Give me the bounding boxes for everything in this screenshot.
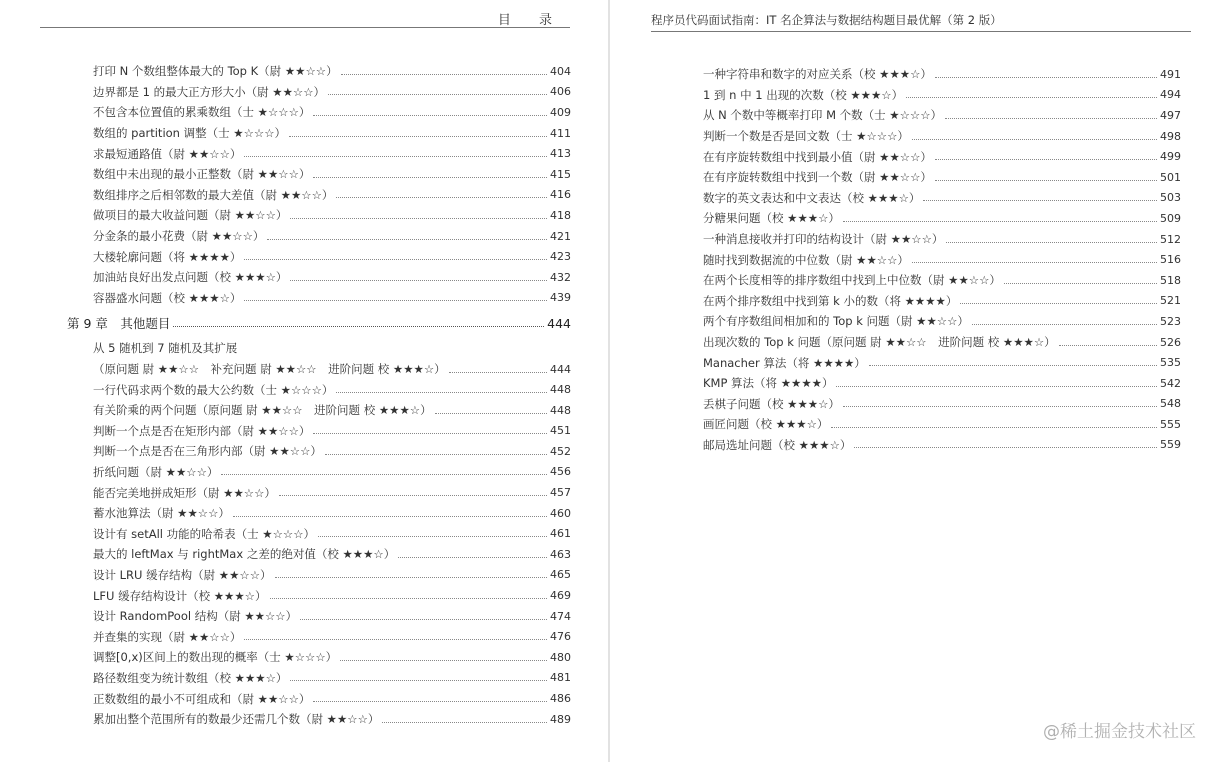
toc-page-number: 542 <box>1160 376 1181 390</box>
toc-page-number: 439 <box>550 291 571 305</box>
toc-entry-title: 容器盛水问题（校 ★★★☆） <box>93 290 242 305</box>
dot-leader <box>244 259 547 260</box>
left-toc <box>67 61 571 729</box>
toc-chapter-heading <box>67 312 571 334</box>
toc-page-number: 512 <box>1160 232 1181 246</box>
toc-page-number: 480 <box>550 650 571 664</box>
toc-entry-title: 1 到 n 中 1 出现的次数（校 ★★★☆） <box>703 87 904 102</box>
dot-leader <box>290 280 547 281</box>
dot-leader <box>328 94 547 95</box>
dot-leader <box>340 660 547 661</box>
toc-entry <box>93 267 571 288</box>
toc-entry-title: 在两个排序数组中找到第 k 小的数（将 ★★★★） <box>703 293 958 308</box>
toc-page-number: 523 <box>1160 314 1181 328</box>
toc-entry <box>703 373 1181 394</box>
toc-page-number: 457 <box>550 486 571 500</box>
toc-page-number: 497 <box>1160 108 1181 122</box>
right-page <box>611 0 1218 762</box>
toc-entry-title: 在有序旋转数组中找到一个数（尉 ★★☆☆） <box>703 170 932 185</box>
toc-entry <box>93 523 571 544</box>
toc-entry-title: 能否完美地拼成矩形（尉 ★★☆☆） <box>93 485 276 500</box>
dot-leader <box>221 474 547 475</box>
toc-entry <box>93 123 571 144</box>
toc-entry-title: 蓄水池算法（尉 ★★☆☆） <box>93 506 230 521</box>
toc-entry-title: 大楼轮廓问题（将 ★★★★） <box>93 249 242 264</box>
toc-entry <box>93 379 571 400</box>
toc-entry <box>93 164 571 185</box>
toc-page-number: 463 <box>550 547 571 561</box>
toc-page-number: 559 <box>1160 438 1181 452</box>
toc-entry <box>703 249 1181 270</box>
toc-entry <box>93 205 571 226</box>
dot-leader <box>906 97 1157 98</box>
dot-leader <box>972 324 1157 325</box>
toc-entry-title: 并查集的实现（尉 ★★☆☆） <box>93 629 242 644</box>
toc-entry-title: 一行代码求两个数的最大公约数（士 ★☆☆☆） <box>93 382 334 397</box>
dot-leader <box>244 300 547 301</box>
toc-entry-title: 加油站良好出发点问题（校 ★★★☆） <box>93 270 288 285</box>
toc-page-number: 404 <box>550 64 571 78</box>
toc-page-number: 415 <box>550 167 571 181</box>
toc-entry-title: 出现次数的 Top k 问题（原问题 尉 ★★☆☆ 进阶问题 校 ★★★☆） <box>703 335 1056 350</box>
toc-entry-title: 分金条的最小花费（尉 ★★☆☆） <box>93 229 265 244</box>
toc-page-number: 469 <box>550 589 571 603</box>
right-running-header <box>651 11 1191 32</box>
toc-page-number: 481 <box>550 671 571 685</box>
toc-entry-title: 判断一个数是否是回文数（士 ★☆☆☆） <box>703 129 909 144</box>
toc-entry <box>703 85 1181 106</box>
dot-leader <box>854 447 1157 448</box>
toc-entry <box>93 441 571 462</box>
toc-entry-title: 分糖果问题（校 ★★★☆） <box>703 211 840 226</box>
toc-page-number: 518 <box>1160 273 1181 287</box>
toc-entry-title: 做项目的最大收益问题（尉 ★★☆☆） <box>93 208 288 223</box>
dot-leader <box>313 701 547 702</box>
toc-page-number: 521 <box>1160 294 1181 308</box>
dot-leader <box>325 454 547 455</box>
toc-entry-title: KMP 算法（将 ★★★★） <box>703 376 834 391</box>
book-gutter <box>608 0 610 762</box>
left-running-header <box>40 7 570 28</box>
toc-entry <box>93 585 571 606</box>
toc-entry-title: 设计有 setAll 功能的哈希表（士 ★☆☆☆） <box>93 526 316 541</box>
toc-entry-title: 数组排序之后相邻数的最大差值（尉 ★★☆☆） <box>93 187 334 202</box>
toc-entry-title: 数组中未出现的最小正整数（尉 ★★☆☆） <box>93 167 311 182</box>
dot-leader <box>341 74 547 75</box>
toc-entry-title: 最大的 leftMax 与 rightMax 之差的绝对值（校 ★★★☆） <box>93 547 396 562</box>
dot-leader <box>869 365 1157 366</box>
right-header-text: 程序员代码面试指南：IT 名企算法与数据结构题目最优解（第 2 版） <box>651 13 1002 27</box>
toc-page-number: 489 <box>550 712 571 726</box>
toc-entry-title: 从 5 随机到 7 随机及其扩展 <box>93 341 238 356</box>
dot-leader <box>843 221 1157 222</box>
dot-leader <box>912 139 1157 140</box>
toc-page-number: 448 <box>550 383 571 397</box>
toc-entry <box>93 102 571 123</box>
toc-page-number: 501 <box>1160 170 1181 184</box>
dot-leader <box>935 77 1157 78</box>
toc-page-number: 460 <box>550 506 571 520</box>
toc-page-number: 413 <box>550 147 571 161</box>
toc-page-number: 456 <box>550 465 571 479</box>
toc-entry <box>93 82 571 103</box>
toc-page-number: 476 <box>550 630 571 644</box>
left-page <box>0 0 608 762</box>
dot-leader <box>945 118 1157 119</box>
dot-leader <box>960 303 1157 304</box>
right-toc <box>703 64 1181 455</box>
toc-entry-title: 从 N 个数中等概率打印 M 个数（士 ★☆☆☆） <box>703 108 943 123</box>
dot-leader <box>267 239 547 240</box>
toc-entry <box>93 462 571 483</box>
toc-entry-title: 设计 RandomPool 结构（尉 ★★☆☆） <box>93 609 298 624</box>
dot-leader <box>1004 283 1157 284</box>
toc-entry <box>93 421 571 442</box>
toc-entry-title: 累加出整个范围所有的数最少还需几个数（尉 ★★☆☆） <box>93 712 380 727</box>
toc-entry <box>93 606 571 627</box>
dot-leader <box>912 262 1157 263</box>
toc-entry-title: 画匠问题（校 ★★★☆） <box>703 417 829 432</box>
toc-page-number: 509 <box>1160 211 1181 225</box>
toc-entry-title: 数组的 partition 调整（士 ★☆☆☆） <box>93 126 287 141</box>
toc-page-number: 416 <box>550 188 571 202</box>
toc-page-number: 474 <box>550 609 571 623</box>
toc-entry <box>703 352 1181 373</box>
toc-page-number: 548 <box>1160 397 1181 411</box>
toc-page-number: 418 <box>550 208 571 222</box>
toc-entry <box>703 414 1181 435</box>
toc-page-number: 452 <box>550 444 571 458</box>
dot-leader <box>843 406 1157 407</box>
dot-leader <box>244 156 547 157</box>
toc-entry-title: 路径数组变为统计数组（校 ★★★☆） <box>93 670 288 685</box>
toc-page-number: 503 <box>1160 191 1181 205</box>
toc-entry <box>93 503 571 524</box>
dot-leader <box>290 218 547 219</box>
site-watermark: @稀土掘金技术社区 <box>1043 722 1196 742</box>
toc-entry-title: 在两个长度相等的排序数组中找到上中位数（尉 ★★☆☆） <box>703 273 1001 288</box>
dot-leader <box>1059 345 1157 346</box>
toc-entry <box>93 400 571 421</box>
dot-leader <box>233 516 547 517</box>
toc-page-number: 555 <box>1160 417 1181 431</box>
toc-page-number: 486 <box>550 692 571 706</box>
toc-entry <box>703 167 1181 188</box>
toc-entry-title: （原问题 尉 ★★☆☆ 补充问题 尉 ★★☆☆ 进阶问题 校 ★★★☆） <box>93 362 446 377</box>
dot-leader <box>935 180 1157 181</box>
toc-page-number: 516 <box>1160 253 1181 267</box>
toc-page-number: 411 <box>550 126 571 140</box>
toc-entry <box>93 688 571 709</box>
toc-entry-title: 邮局选址问题（校 ★★★☆） <box>703 437 852 452</box>
dot-leader <box>270 598 548 599</box>
toc-page-number: 491 <box>1160 67 1181 81</box>
toc-page-number: 444 <box>547 315 571 331</box>
toc-page-number: 535 <box>1160 356 1181 370</box>
toc-entry <box>93 359 571 380</box>
dot-leader <box>398 557 547 558</box>
dot-leader <box>275 577 547 578</box>
dot-leader <box>935 159 1157 160</box>
toc-entry <box>93 288 571 309</box>
toc-entry-title: 随时找到数据流的中位数（尉 ★★☆☆） <box>703 252 909 267</box>
toc-entry <box>93 185 571 206</box>
toc-entry-title: 打印 N 个数组整体最大的 Top K（尉 ★★☆☆） <box>93 64 338 79</box>
toc-page-number: 498 <box>1160 129 1181 143</box>
toc-entry-title: 两个有序数组间相加和的 Top k 问题（尉 ★★☆☆） <box>703 314 969 329</box>
toc-entry-title: 一种字符串和数字的对应关系（校 ★★★☆） <box>703 67 932 82</box>
toc-entry <box>93 626 571 647</box>
toc-entry <box>93 226 571 247</box>
toc-entry <box>703 291 1181 312</box>
toc-entry <box>93 709 571 730</box>
toc-page-number: 406 <box>550 85 571 99</box>
toc-page-number: 421 <box>550 229 571 243</box>
toc-page-number: 409 <box>550 105 571 119</box>
toc-entry-title: 第 9 章 其他题目 <box>67 316 171 332</box>
dot-leader <box>279 495 547 496</box>
toc-entry-title: 调整[0,x)区间上的数出现的概率（士 ★☆☆☆） <box>93 650 338 665</box>
toc-entry-title: 设计 LRU 缓存结构（尉 ★★☆☆） <box>93 567 272 582</box>
toc-entry <box>93 482 571 503</box>
toc-entry-title: 求最短通路值（尉 ★★☆☆） <box>93 146 242 161</box>
left-header-text: 目 录 <box>497 13 564 28</box>
toc-entry <box>93 143 571 164</box>
toc-page-number: 499 <box>1160 150 1181 164</box>
toc-entry <box>703 126 1181 147</box>
toc-entry-title: 折纸问题（尉 ★★☆☆） <box>93 464 219 479</box>
toc-entry-title: 丢棋子问题（校 ★★★☆） <box>703 396 840 411</box>
dot-leader <box>313 177 547 178</box>
toc-entry <box>703 105 1181 126</box>
toc-entry <box>703 188 1181 209</box>
toc-page-number: 494 <box>1160 88 1181 102</box>
dot-leader <box>313 433 547 434</box>
toc-entry-title: 正数数组的最小不可组成和（尉 ★★☆☆） <box>93 691 311 706</box>
toc-entry <box>93 565 571 586</box>
dot-leader <box>300 619 547 620</box>
toc-entry-title: 数字的英文表达和中文表达（校 ★★★☆） <box>703 190 921 205</box>
toc-entry <box>93 61 571 82</box>
toc-entry <box>703 394 1181 415</box>
toc-entry <box>703 146 1181 167</box>
toc-page-number: 465 <box>550 568 571 582</box>
toc-entry-title: 边界都是 1 的最大正方形大小（尉 ★★☆☆） <box>93 84 326 99</box>
toc-page-number: 451 <box>550 424 571 438</box>
toc-entry-title: 在有序旋转数组中找到最小值（尉 ★★☆☆） <box>703 149 932 164</box>
toc-entry <box>703 270 1181 291</box>
toc-page-number: 526 <box>1160 335 1181 349</box>
toc-entry-title: 有关阶乘的两个问题（原问题 尉 ★★☆☆ 进阶问题 校 ★★★☆） <box>93 403 432 418</box>
toc-entry <box>703 229 1181 250</box>
dot-leader <box>290 680 547 681</box>
dot-leader <box>336 197 547 198</box>
toc-entry-title: Manacher 算法（将 ★★★★） <box>703 355 866 370</box>
dot-leader <box>836 386 1157 387</box>
dot-leader <box>449 372 547 373</box>
toc-entry <box>93 647 571 668</box>
dot-leader <box>831 427 1157 428</box>
toc-entry-title: 不包含本位置值的累乘数组（士 ★☆☆☆） <box>93 105 311 120</box>
toc-entry-heading <box>93 338 571 359</box>
dot-leader <box>435 413 547 414</box>
toc-entry <box>93 544 571 565</box>
toc-page-number: 444 <box>550 362 571 376</box>
toc-entry-title: LFU 缓存结构设计（校 ★★★☆） <box>93 588 267 603</box>
toc-entry <box>703 311 1181 332</box>
dot-leader <box>173 326 544 327</box>
toc-page-number: 432 <box>550 270 571 284</box>
toc-entry <box>703 332 1181 353</box>
dot-leader <box>923 200 1157 201</box>
toc-entry-title: 判断一个点是否在三角形内部（尉 ★★☆☆） <box>93 444 322 459</box>
dot-leader <box>289 136 547 137</box>
dot-leader <box>313 115 547 116</box>
toc-page-number: 448 <box>550 403 571 417</box>
dot-leader <box>946 242 1157 243</box>
toc-entry <box>93 246 571 267</box>
dot-leader <box>318 536 547 537</box>
dot-leader <box>336 392 547 393</box>
toc-entry-title: 一种消息接收并打印的结构设计（尉 ★★☆☆） <box>703 232 944 247</box>
toc-page-number: 461 <box>550 527 571 541</box>
toc-entry <box>703 208 1181 229</box>
dot-leader <box>382 722 547 723</box>
toc-entry <box>703 435 1181 456</box>
toc-entry-title: 判断一个点是否在矩形内部（尉 ★★☆☆） <box>93 423 311 438</box>
toc-entry <box>703 64 1181 85</box>
toc-entry <box>93 668 571 689</box>
dot-leader <box>244 639 547 640</box>
toc-page-number: 423 <box>550 250 571 264</box>
